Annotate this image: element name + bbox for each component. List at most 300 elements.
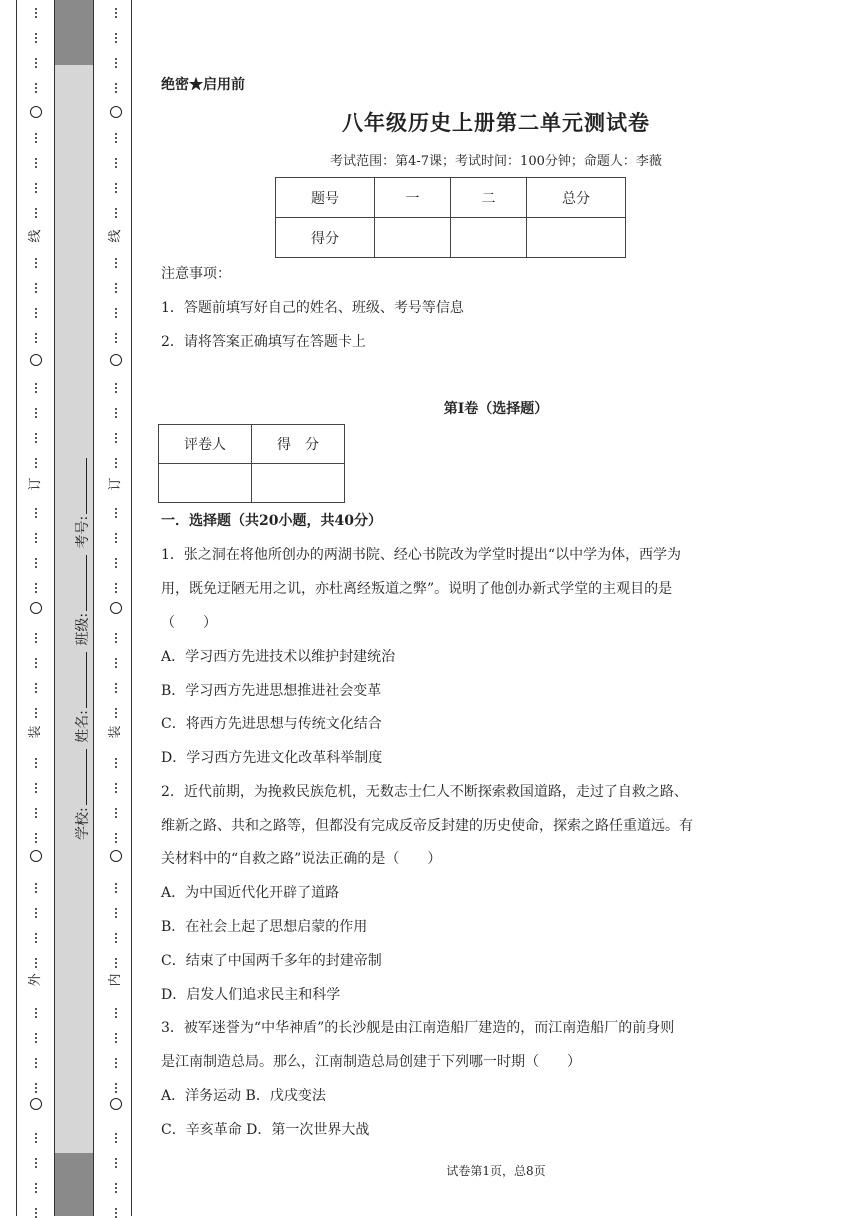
seal-dot: [115, 1133, 117, 1135]
grader-input-cell[interactable]: [159, 464, 252, 503]
seal-dot: [35, 916, 37, 918]
note-item: 1．答题前填写好自己的姓名、班级、考号等信息: [161, 300, 464, 316]
student-info-fields: [73, 456, 93, 840]
seal-dot: [115, 458, 117, 460]
score-input-cell[interactable]: [451, 218, 527, 258]
seal-dot: [35, 387, 37, 389]
seal-dot: [35, 391, 37, 393]
seal-label-wai: 外: [28, 973, 43, 987]
seal-dot: [35, 662, 37, 664]
seal-dot: [35, 516, 37, 518]
seal-dot: [35, 1162, 37, 1164]
seal-dot: [35, 212, 37, 214]
seal-dot: [35, 1008, 37, 1010]
notes-heading: 注意事项：: [161, 266, 231, 282]
seal-dot: [35, 437, 37, 439]
seal-dot: [115, 1033, 117, 1035]
seal-dot: [35, 1141, 37, 1143]
seal-dot: [115, 1008, 117, 1010]
seal-dot: [35, 1187, 37, 1189]
seal-dot: [35, 41, 37, 43]
seal-dot: [115, 1191, 117, 1193]
seal-dot: [115, 62, 117, 64]
question-2-option-b: B．在社会上起了思想启蒙的作用: [161, 919, 368, 935]
seal-dot: [115, 1158, 117, 1160]
seal-dot: [115, 383, 117, 385]
seal-dot: [115, 758, 117, 760]
seal-dot: [35, 262, 37, 264]
seal-dot: [115, 962, 117, 964]
seal-dot: [35, 1137, 37, 1139]
question-1-line: 1．张之洞在将他所创办的两湖书院、经心书院改为学堂时提出“以中学为体，西学为: [161, 547, 682, 563]
seal-dot: [35, 62, 37, 64]
seal-dot: [35, 1133, 37, 1135]
seal-dot: [115, 291, 117, 293]
seal-dot: [115, 637, 117, 639]
seal-dot: [115, 687, 117, 689]
seal-dot: [115, 966, 117, 968]
seal-dot: [115, 333, 117, 335]
seal-dot: [35, 841, 37, 843]
seal-dot: [115, 158, 117, 160]
seal-dot: [35, 887, 37, 889]
seal-dot: [115, 541, 117, 543]
seal-dot: [115, 583, 117, 585]
exam-number-field-blank[interactable]: [74, 458, 87, 514]
seal-dot: [115, 162, 117, 164]
seal-dot: [115, 266, 117, 268]
score-header-cell: 一: [375, 178, 451, 218]
seal-dot: [115, 787, 117, 789]
seal-dot: [115, 591, 117, 593]
question-1-option-a: A．学习西方先进技术以维护封建统治: [161, 649, 396, 665]
seal-dot: [35, 912, 37, 914]
question-1-option-c: C．将西方先进思想与传统文化结合: [161, 716, 382, 732]
question-2-line: 2．近代前期，为挽救民族危机，无数志士仁人不断探索救国道路，走过了自救之路、: [161, 784, 688, 800]
seal-dot: [35, 341, 37, 343]
seal-dot: [35, 433, 37, 435]
seal-dot: [35, 258, 37, 260]
question-1-option-d: D．学习西方先进文化改革科举制度: [161, 750, 383, 766]
seal-dot: [115, 208, 117, 210]
seal-dot: [35, 641, 37, 643]
seal-dot: [115, 133, 117, 135]
seal-dot: [115, 337, 117, 339]
seal-dot: [35, 791, 37, 793]
seal-circle-icon: [110, 106, 122, 118]
seal-dot: [115, 712, 117, 714]
score-header-cell: 总分: [527, 178, 626, 218]
outer-seal-column: [27, 0, 45, 1216]
seal-dot: [35, 566, 37, 568]
seal-dot: [35, 316, 37, 318]
score-header-cell: 题号: [276, 178, 375, 218]
school-field-blank[interactable]: [74, 749, 87, 805]
seal-dot: [35, 766, 37, 768]
seal-dot: [115, 716, 117, 718]
seal-dot: [35, 287, 37, 289]
seal-dot: [115, 308, 117, 310]
seal-dot: [35, 512, 37, 514]
seal-dot: [115, 562, 117, 564]
seal-dot: [115, 312, 117, 314]
seal-dot: [35, 87, 37, 89]
binding-separator-right: [93, 0, 94, 1216]
seal-dot: [35, 137, 37, 139]
seal-dot: [35, 383, 37, 385]
grader-header-cell: 得 分: [252, 425, 345, 464]
seal-dot: [35, 666, 37, 668]
exam-number-field-label: 考号:: [75, 515, 91, 549]
seal-dot: [115, 387, 117, 389]
seal-dot: [35, 133, 37, 135]
seal-dot: [115, 391, 117, 393]
seal-dot: [115, 462, 117, 464]
seal-dot: [35, 141, 37, 143]
seal-dot: [115, 1037, 117, 1039]
seal-dot: [115, 12, 117, 14]
seal-dot: [35, 908, 37, 910]
seal-dot: [115, 262, 117, 264]
seal-dot: [35, 708, 37, 710]
question-2-option-c: C．结束了中国两千多年的封建帝制: [161, 953, 382, 969]
seal-dot: [115, 641, 117, 643]
seal-dot: [35, 891, 37, 893]
seal-dot: [115, 1162, 117, 1164]
class-field-blank[interactable]: [74, 555, 87, 611]
seal-dot: [115, 1087, 117, 1089]
seal-dot: [35, 716, 37, 718]
seal-dot: [115, 1166, 117, 1168]
seal-dot: [115, 141, 117, 143]
seal-dot: [35, 637, 37, 639]
seal-dot: [35, 266, 37, 268]
seal-dot: [115, 783, 117, 785]
seal-dot: [115, 887, 117, 889]
seal-dot: [35, 1066, 37, 1068]
seal-dot: [35, 308, 37, 310]
seal-label-zhuang: 装: [28, 725, 43, 739]
question-3-line: 3．被军迷誉为“中华神盾”的长沙舰是由江南造船厂建造的，而江南造船厂的前身则: [161, 1020, 675, 1036]
seal-dot: [115, 408, 117, 410]
seal-dot: [35, 283, 37, 285]
seal-dot: [115, 1066, 117, 1068]
seal-dot: [115, 1091, 117, 1093]
name-field-label: 姓名:: [75, 710, 91, 743]
seal-dot: [35, 958, 37, 960]
seal-dot: [115, 566, 117, 568]
seal-dot: [35, 658, 37, 660]
seal-dot: [115, 883, 117, 885]
question-3-line: 是江南制造总局。那么，江南制造总局创建于下列哪一时期（ ）: [161, 1054, 581, 1070]
seal-dot: [35, 941, 37, 943]
grader-header-cell: 评卷人: [159, 425, 252, 464]
seal-dot: [35, 933, 37, 935]
seal-dot: [115, 1083, 117, 1085]
seal-dot: [35, 691, 37, 693]
seal-dot: [115, 937, 117, 939]
seal-dot: [35, 1208, 37, 1210]
seal-dot: [115, 283, 117, 285]
seal-dot: [35, 333, 37, 335]
seal-dot: [115, 516, 117, 518]
score-input-cell[interactable]: [375, 218, 451, 258]
seal-dot: [35, 33, 37, 35]
seal-dot: [35, 441, 37, 443]
seal-dot: [115, 137, 117, 139]
seal-dot: [35, 558, 37, 560]
seal-dot: [35, 683, 37, 685]
seal-dot: [35, 1158, 37, 1160]
class-field-label: 班级:: [75, 612, 91, 646]
seal-dot: [115, 441, 117, 443]
seal-dot: [35, 591, 37, 593]
seal-dot: [35, 58, 37, 60]
question-2-line: 关材料中的“自救之路”说法正确的是（ ）: [161, 851, 442, 867]
seal-dot: [115, 691, 117, 693]
grader-table: [158, 424, 345, 503]
seal-dot: [35, 966, 37, 968]
question-1-line: （ ）: [161, 615, 217, 631]
seal-dot: [35, 291, 37, 293]
seal-dot: [115, 341, 117, 343]
seal-dot: [115, 941, 117, 943]
seal-dot: [35, 83, 37, 85]
seal-dot: [115, 791, 117, 793]
seal-dot: [35, 1083, 37, 1085]
seal-dot: [35, 812, 37, 814]
seal-label-xian: 线: [108, 229, 123, 243]
seal-dot: [115, 587, 117, 589]
seal-dot: [115, 1041, 117, 1043]
seal-label-ding: 订: [108, 477, 123, 491]
seal-dot: [115, 666, 117, 668]
name-field-blank[interactable]: [74, 652, 87, 708]
seal-dot: [35, 562, 37, 564]
seal-dot: [35, 8, 37, 10]
seal-circle-icon: [30, 850, 42, 862]
seal-dot: [115, 216, 117, 218]
seal-dot: [35, 837, 37, 839]
seal-circle-icon: [110, 354, 122, 366]
seal-dot: [115, 833, 117, 835]
seal-dot: [35, 66, 37, 68]
seal-dot: [35, 687, 37, 689]
seal-dot: [35, 508, 37, 510]
seal-dot: [115, 433, 117, 435]
seal-dot: [115, 1183, 117, 1185]
seal-dot: [115, 1016, 117, 1018]
seal-dot: [35, 412, 37, 414]
exam-title: 八年级历史上册第二单元测试卷: [342, 110, 650, 135]
seal-dot: [35, 183, 37, 185]
seal-dot: [35, 712, 37, 714]
question-2-line: 维新之路、共和之路等，但都没有完成反帝反封建的历史使命，探索之路任重道远。有: [161, 818, 693, 834]
seal-dot: [35, 162, 37, 164]
seal-dot: [35, 633, 37, 635]
seal-dot: [115, 316, 117, 318]
seal-dot: [115, 633, 117, 635]
seal-dot: [115, 512, 117, 514]
seal-label-zhuang: 装: [108, 725, 123, 739]
seal-dot: [35, 312, 37, 314]
seal-dot: [35, 762, 37, 764]
seal-dot: [115, 841, 117, 843]
seal-dot: [35, 758, 37, 760]
seal-dot: [115, 287, 117, 289]
inner-seal-column: [107, 0, 125, 1216]
score-input-cell[interactable]: [527, 218, 626, 258]
seal-dot: [115, 437, 117, 439]
seal-dot: [115, 37, 117, 39]
seal-dot: [115, 166, 117, 168]
seal-circle-icon: [30, 602, 42, 614]
seal-dot: [35, 787, 37, 789]
seal-dot: [115, 412, 117, 414]
seal-dot: [115, 762, 117, 764]
seal-dot: [35, 1062, 37, 1064]
seal-dot: [35, 462, 37, 464]
seal-dot: [35, 1087, 37, 1089]
seal-dot: [115, 958, 117, 960]
seal-dot: [35, 583, 37, 585]
seal-dot: [35, 466, 37, 468]
question-1-line: 用，既免迂陋无用之讥，亦杜离经叛道之弊”。说明了他创办新式学堂的主观目的是: [161, 581, 673, 597]
score-label-cell: 得分: [276, 218, 375, 258]
question-1-option-b: B．学习西方先进思想推进社会变革: [161, 683, 382, 699]
seal-dot: [35, 166, 37, 168]
seal-dot: [115, 191, 117, 193]
seal-dot: [115, 16, 117, 18]
seal-label-ding: 订: [28, 477, 43, 491]
school-field-label: 学校:: [75, 807, 91, 840]
seal-dot: [35, 1016, 37, 1018]
seal-dot: [115, 187, 117, 189]
seal-dot: [115, 508, 117, 510]
seal-dot: [115, 416, 117, 418]
seal-dot: [35, 408, 37, 410]
seal-dot: [115, 91, 117, 93]
seal-dot: [35, 1058, 37, 1060]
seal-dot: [35, 208, 37, 210]
seal-dot: [35, 883, 37, 885]
seal-dot: [115, 33, 117, 35]
seal-dot: [35, 587, 37, 589]
seal-dot: [35, 537, 37, 539]
seal-dot: [35, 808, 37, 810]
seal-dot: [115, 533, 117, 535]
exam-subtitle: 考试范围：第4-7课；考试时间：100分钟；命题人：李薇: [330, 154, 662, 169]
seal-dot: [115, 1137, 117, 1139]
seal-dot: [35, 1091, 37, 1093]
page-footer: 试卷第1页，总8页: [446, 1164, 546, 1178]
inner-border-line: [131, 0, 132, 1216]
secret-mark: 绝密★启用前: [161, 77, 245, 93]
seal-dot: [115, 558, 117, 560]
seal-dot: [35, 158, 37, 160]
question-3-options-cd: C．辛亥革命 D．第一次世界大战: [161, 1122, 370, 1138]
seal-dot: [35, 216, 37, 218]
seal-dot: [115, 808, 117, 810]
note-item: 2．请将答案正确填写在答题卡上: [161, 334, 366, 350]
seal-dot: [35, 1183, 37, 1185]
binding-dark-block-top: [54, 0, 93, 65]
seal-dot: [115, 1208, 117, 1210]
binding-dark-block-bottom: [54, 1153, 93, 1216]
seal-dot: [35, 37, 37, 39]
seal-dot: [35, 1037, 37, 1039]
question-2-option-a: A．为中国近代化开辟了道路: [161, 885, 340, 901]
seal-dot: [35, 1191, 37, 1193]
outer-border-line: [16, 0, 17, 1216]
seal-dot: [115, 1141, 117, 1143]
seal-dot: [115, 66, 117, 68]
seal-dot: [35, 458, 37, 460]
seal-dot: [115, 87, 117, 89]
score-table: [275, 177, 626, 258]
seal-dot: [115, 837, 117, 839]
part-title: 一．选择题（共20小题，共40分）: [161, 513, 382, 529]
question-2-option-d: D．启发人们追求民主和科学: [161, 987, 341, 1003]
seal-dot: [35, 1166, 37, 1168]
seal-dot: [115, 812, 117, 814]
seal-dot: [115, 708, 117, 710]
seal-dot: [115, 766, 117, 768]
score-header-cell: 二: [451, 178, 527, 218]
seal-dot: [35, 541, 37, 543]
seal-dot: [115, 1187, 117, 1189]
seal-dot: [115, 41, 117, 43]
seal-dot: [115, 212, 117, 214]
seal-dot: [115, 891, 117, 893]
seal-dot: [35, 816, 37, 818]
seal-dot: [115, 8, 117, 10]
seal-dot: [35, 12, 37, 14]
seal-dot: [115, 466, 117, 468]
seal-circle-icon: [110, 850, 122, 862]
seal-dot: [35, 833, 37, 835]
seal-dot: [115, 658, 117, 660]
seal-dot: [115, 816, 117, 818]
seal-dot: [115, 58, 117, 60]
seal-dot: [35, 337, 37, 339]
seal-circle-icon: [30, 1098, 42, 1110]
seal-dot: [115, 258, 117, 260]
seal-dot: [35, 16, 37, 18]
seal-dot: [35, 937, 37, 939]
seal-dot: [115, 1062, 117, 1064]
seal-label-nei: 内: [108, 973, 123, 987]
seal-dot: [115, 537, 117, 539]
seal-dot: [35, 962, 37, 964]
question-3-options-ab: A．洋务运动 B．戊戌变法: [161, 1088, 326, 1104]
seal-dot: [115, 908, 117, 910]
seal-dot: [35, 1012, 37, 1014]
seal-circle-icon: [110, 602, 122, 614]
seal-dot: [35, 416, 37, 418]
seal-dot: [35, 187, 37, 189]
grader-input-cell[interactable]: [252, 464, 345, 503]
seal-dot: [35, 1041, 37, 1043]
seal-dot: [35, 191, 37, 193]
seal-dot: [35, 91, 37, 93]
seal-dot: [35, 533, 37, 535]
seal-dot: [115, 83, 117, 85]
seal-dot: [115, 1212, 117, 1214]
seal-circle-icon: [30, 354, 42, 366]
seal-dot: [115, 912, 117, 914]
seal-dot: [35, 783, 37, 785]
